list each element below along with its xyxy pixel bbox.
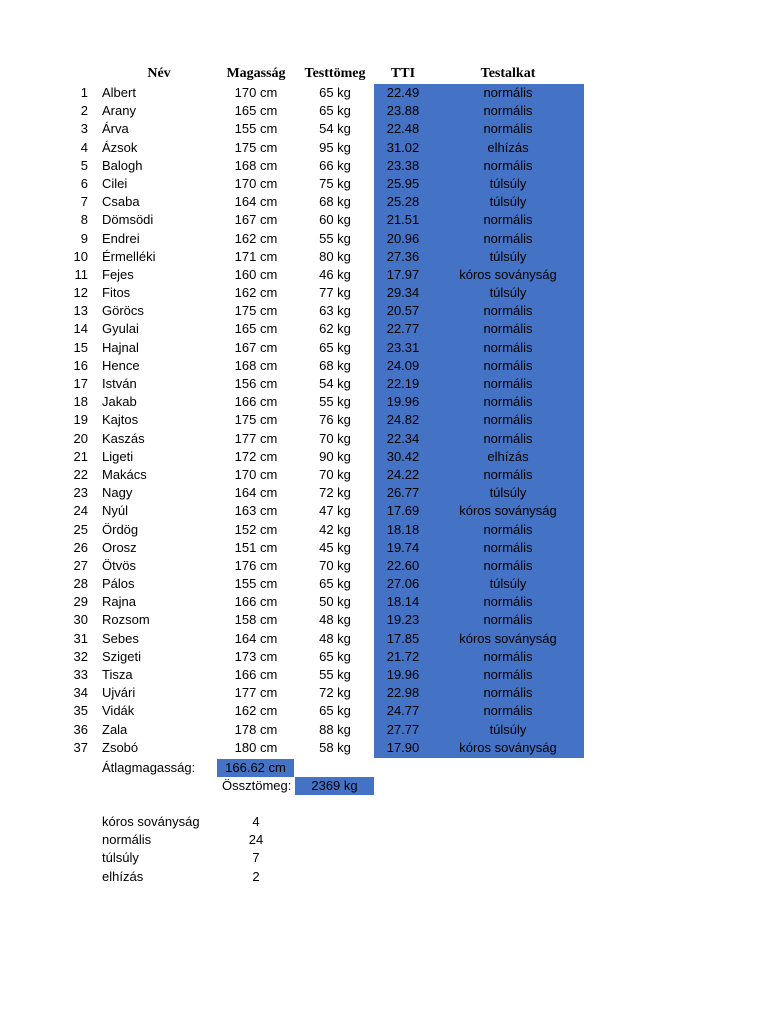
- row-index[interactable]: 1: [80, 85, 88, 100]
- row-bmi[interactable]: 19.96: [386, 667, 420, 682]
- row-height[interactable]: 175 cm: [234, 139, 278, 155]
- row-height[interactable]: 176 cm: [234, 557, 278, 573]
- row-weight[interactable]: 63 kg: [319, 303, 351, 319]
- row-index[interactable]: 33: [73, 667, 88, 682]
- row-body-type[interactable]: normális: [483, 103, 533, 119]
- row-name[interactable]: Fitos: [102, 285, 131, 301]
- row-index[interactable]: 25: [73, 521, 88, 537]
- row-index[interactable]: 11: [74, 266, 88, 282]
- table-row: [0, 484, 768, 502]
- row-body-type[interactable]: normális: [483, 612, 533, 628]
- row-name[interactable]: István: [102, 376, 137, 391]
- row-bmi[interactable]: 19.74: [386, 539, 420, 555]
- row-bmi[interactable]: 19.23: [386, 612, 420, 628]
- row-height[interactable]: 168 cm: [234, 157, 278, 173]
- row-body-type[interactable]: normális: [483, 648, 533, 664]
- row-body-type[interactable]: túlsúly: [489, 248, 527, 264]
- row-name[interactable]: Ázsok: [102, 139, 138, 155]
- row-index[interactable]: 4: [80, 139, 88, 155]
- row-name[interactable]: Ujvári: [102, 685, 136, 701]
- row-bmi[interactable]: 25.95: [386, 175, 420, 191]
- count-label[interactable]: normális: [102, 832, 152, 848]
- row-bmi[interactable]: 20.57: [386, 303, 420, 319]
- table-row: [0, 630, 768, 648]
- row-weight[interactable]: 48 kg: [319, 630, 351, 646]
- row-weight[interactable]: 70 kg: [319, 466, 351, 482]
- data-rows: [0, 84, 768, 757]
- row-body-type[interactable]: kóros soványság: [459, 630, 557, 646]
- row-height[interactable]: 164 cm: [234, 194, 278, 210]
- row-name[interactable]: Albert: [102, 85, 136, 100]
- row-body-type[interactable]: normális: [483, 230, 533, 246]
- table-row: [0, 648, 768, 666]
- header-bmi: TTI: [390, 66, 416, 81]
- row-bmi[interactable]: 27.06: [386, 576, 420, 592]
- count-label[interactable]: kóros soványság: [102, 814, 200, 829]
- row-bmi[interactable]: 19.96: [386, 394, 420, 410]
- row-height[interactable]: 163 cm: [234, 503, 278, 519]
- row-height[interactable]: 175 cm: [234, 412, 278, 428]
- row-index[interactable]: 27: [73, 557, 88, 573]
- table-row: [0, 302, 768, 320]
- row-bmi[interactable]: 23.38: [386, 157, 420, 173]
- row-height[interactable]: 162 cm: [234, 285, 278, 301]
- row-weight[interactable]: 68 kg: [319, 194, 351, 210]
- row-weight[interactable]: 55 kg: [319, 230, 351, 246]
- row-body-type[interactable]: túlsúly: [489, 285, 527, 301]
- row-body-type[interactable]: normális: [483, 357, 533, 373]
- row-bmi[interactable]: 18.18: [386, 521, 420, 537]
- row-height[interactable]: 171 cm: [234, 248, 278, 264]
- row-weight[interactable]: 47 kg: [319, 503, 351, 519]
- row-bmi[interactable]: 30.42: [386, 448, 420, 464]
- row-index[interactable]: 24: [73, 503, 88, 519]
- row-height[interactable]: 152 cm: [234, 521, 278, 537]
- row-weight[interactable]: 54 kg: [319, 121, 351, 137]
- row-name[interactable]: Balogh: [102, 157, 143, 173]
- row-weight[interactable]: 95 kg: [319, 139, 351, 155]
- row-weight[interactable]: 65 kg: [319, 103, 351, 119]
- row-body-type[interactable]: normális: [483, 594, 533, 610]
- row-name[interactable]: Ligeti: [102, 448, 134, 464]
- row-body-type[interactable]: normális: [483, 85, 533, 100]
- row-body-type[interactable]: normális: [483, 557, 533, 573]
- row-name[interactable]: Pálos: [102, 576, 135, 592]
- row-height[interactable]: 180 cm: [234, 739, 278, 755]
- row-index[interactable]: 5: [80, 157, 88, 173]
- row-weight[interactable]: 65 kg: [319, 648, 351, 664]
- row-body-type[interactable]: túlsúly: [489, 485, 527, 501]
- row-body-type[interactable]: túlsúly: [489, 175, 527, 191]
- row-name[interactable]: Zsobó: [102, 739, 139, 755]
- row-weight[interactable]: 68 kg: [319, 357, 351, 373]
- row-bmi[interactable]: 31.02: [386, 139, 420, 155]
- row-name[interactable]: Zala: [102, 721, 128, 737]
- row-index[interactable]: 29: [73, 594, 88, 610]
- row-index[interactable]: 23: [73, 485, 88, 501]
- row-bmi[interactable]: 26.77: [386, 485, 420, 501]
- row-name[interactable]: Tisza: [102, 667, 133, 682]
- row-weight[interactable]: 55 kg: [319, 667, 351, 682]
- row-name[interactable]: Hajnal: [102, 339, 139, 355]
- row-bmi[interactable]: 21.72: [386, 648, 420, 664]
- table-row: [0, 357, 768, 375]
- row-index[interactable]: 16: [73, 357, 88, 373]
- header-height: Magasság: [226, 66, 286, 81]
- row-bmi[interactable]: 23.88: [386, 103, 420, 119]
- total-weight-value[interactable]: 2369 kg: [295, 777, 374, 795]
- row-height[interactable]: 165 cm: [234, 103, 278, 119]
- row-body-type[interactable]: normális: [483, 212, 533, 228]
- row-index[interactable]: 6: [80, 175, 88, 191]
- row-bmi[interactable]: 22.49: [386, 85, 420, 100]
- row-bmi[interactable]: 18.14: [386, 594, 420, 610]
- row-body-type[interactable]: normális: [483, 157, 533, 173]
- row-weight[interactable]: 65 kg: [319, 703, 351, 719]
- average-height-value[interactable]: 166.62 cm: [217, 759, 294, 777]
- row-index[interactable]: 34: [73, 685, 88, 701]
- row-name[interactable]: Kaszás: [102, 430, 145, 446]
- row-index[interactable]: 32: [73, 648, 88, 664]
- row-index[interactable]: 28: [73, 576, 88, 592]
- row-weight[interactable]: 42 kg: [319, 521, 351, 537]
- table-row: [0, 448, 768, 466]
- table-row: [0, 193, 768, 211]
- row-height[interactable]: 166 cm: [234, 594, 278, 610]
- count-label[interactable]: elhízás: [102, 868, 144, 884]
- row-body-type[interactable]: kóros soványság: [459, 266, 557, 282]
- count-row: [0, 868, 768, 886]
- table-row: [0, 120, 768, 138]
- count-label[interactable]: túlsúly: [102, 850, 139, 866]
- row-height[interactable]: 155 cm: [234, 576, 278, 592]
- row-name[interactable]: Dömsödi: [102, 212, 154, 228]
- table-row: [0, 320, 768, 338]
- row-weight[interactable]: 72 kg: [319, 485, 351, 501]
- row-weight[interactable]: 70 kg: [319, 557, 351, 573]
- row-name[interactable]: Göröcs: [102, 303, 144, 319]
- row-index[interactable]: 37: [73, 739, 88, 755]
- header-name: Név: [147, 66, 171, 81]
- count-row: [0, 849, 768, 867]
- row-bmi[interactable]: 24.82: [386, 412, 420, 428]
- row-bmi[interactable]: 29.34: [386, 285, 420, 301]
- row-index[interactable]: 19: [73, 412, 88, 428]
- row-name[interactable]: Arany: [102, 103, 136, 119]
- row-name[interactable]: Ördög: [102, 521, 139, 537]
- table-row: [0, 248, 768, 266]
- row-body-type[interactable]: normális: [483, 412, 533, 428]
- row-index[interactable]: 36: [73, 721, 88, 737]
- table-row: [0, 230, 768, 248]
- row-height[interactable]: 173 cm: [234, 648, 278, 664]
- row-weight[interactable]: 62 kg: [319, 321, 351, 337]
- table-row: [0, 284, 768, 302]
- row-weight[interactable]: 72 kg: [319, 685, 351, 701]
- row-height[interactable]: 162 cm: [234, 703, 278, 719]
- row-body-type[interactable]: normális: [483, 466, 533, 482]
- row-weight[interactable]: 66 kg: [319, 157, 351, 173]
- row-height[interactable]: 170 cm: [234, 175, 278, 191]
- row-weight[interactable]: 77 kg: [319, 285, 351, 301]
- row-index[interactable]: 20: [73, 430, 88, 446]
- row-body-type[interactable]: normális: [483, 521, 533, 537]
- row-name[interactable]: Szigeti: [102, 648, 142, 664]
- row-height[interactable]: 165 cm: [234, 321, 278, 337]
- row-bmi[interactable]: 27.36: [386, 248, 420, 264]
- row-index[interactable]: 35: [73, 703, 88, 719]
- row-height[interactable]: 172 cm: [234, 448, 278, 464]
- row-name[interactable]: Gyulai: [102, 321, 139, 337]
- row-bmi[interactable]: 22.98: [386, 685, 420, 701]
- row-body-type[interactable]: normális: [483, 685, 533, 701]
- table-row: [0, 466, 768, 484]
- row-bmi[interactable]: 22.60: [386, 557, 420, 573]
- row-name[interactable]: Sebes: [102, 630, 139, 646]
- row-body-type[interactable]: elhízás: [487, 448, 529, 464]
- row-height[interactable]: 166 cm: [234, 394, 278, 410]
- table-row: [0, 430, 768, 448]
- row-bmi[interactable]: 21.51: [386, 212, 420, 228]
- row-index[interactable]: 30: [73, 612, 88, 628]
- row-body-type[interactable]: normális: [483, 430, 533, 446]
- row-weight[interactable]: 70 kg: [319, 430, 351, 446]
- row-bmi[interactable]: 24.77: [386, 703, 420, 719]
- row-bmi[interactable]: 27.77: [386, 721, 420, 737]
- row-name[interactable]: Csaba: [102, 194, 140, 210]
- row-index[interactable]: 31: [73, 630, 88, 646]
- row-index[interactable]: 12: [73, 285, 88, 301]
- row-weight[interactable]: 76 kg: [319, 412, 351, 428]
- table-row: [0, 702, 768, 720]
- total-weight-label: Össztömeg:: [222, 778, 292, 793]
- table-row: [0, 393, 768, 411]
- row-name[interactable]: Nyúl: [102, 503, 129, 519]
- row-bmi[interactable]: 22.34: [386, 430, 420, 446]
- row-body-type[interactable]: normális: [483, 303, 533, 319]
- row-bmi[interactable]: 22.48: [386, 121, 420, 137]
- row-index[interactable]: 7: [80, 194, 88, 210]
- row-height[interactable]: 158 cm: [234, 612, 278, 628]
- row-height[interactable]: 170 cm: [234, 466, 278, 482]
- row-height[interactable]: 164 cm: [234, 630, 278, 646]
- row-bmi[interactable]: 20.96: [386, 230, 420, 246]
- row-body-type[interactable]: normális: [483, 667, 533, 682]
- row-weight[interactable]: 50 kg: [319, 594, 351, 610]
- table-row: [0, 666, 768, 684]
- row-weight[interactable]: 48 kg: [319, 612, 351, 628]
- header-weight: Testtömeg: [304, 66, 366, 81]
- row-name[interactable]: Hence: [102, 357, 140, 373]
- table-row: [0, 575, 768, 593]
- table-row: [0, 593, 768, 611]
- table-row: [0, 175, 768, 193]
- row-height[interactable]: 168 cm: [234, 357, 278, 373]
- row-index[interactable]: 14: [73, 321, 88, 337]
- row-index[interactable]: 22: [73, 466, 88, 482]
- row-weight[interactable]: 90 kg: [319, 448, 351, 464]
- body-type-counts: [0, 813, 768, 886]
- table-row: [0, 739, 768, 757]
- row-name[interactable]: Ötvös: [102, 557, 136, 573]
- count-value[interactable]: 24: [248, 832, 264, 848]
- header-body-type: Testalkat: [480, 66, 536, 81]
- row-body-type[interactable]: normális: [483, 703, 533, 719]
- count-value[interactable]: 4: [252, 814, 260, 829]
- row-weight[interactable]: 58 kg: [319, 739, 351, 755]
- table-row: [0, 684, 768, 702]
- row-weight[interactable]: 88 kg: [319, 721, 351, 737]
- row-body-type[interactable]: normális: [483, 376, 533, 391]
- count-value[interactable]: 7: [252, 850, 260, 866]
- table-row: [0, 539, 768, 557]
- row-body-type[interactable]: kóros soványság: [459, 503, 557, 519]
- row-height[interactable]: 156 cm: [234, 376, 278, 391]
- row-weight[interactable]: 46 kg: [319, 266, 351, 282]
- row-height[interactable]: 178 cm: [234, 721, 278, 737]
- count-row: [0, 813, 768, 831]
- row-index[interactable]: 15: [73, 339, 88, 355]
- row-body-type[interactable]: normális: [483, 121, 533, 137]
- table-row: [0, 211, 768, 229]
- row-bmi[interactable]: 24.22: [386, 466, 420, 482]
- table-row: [0, 721, 768, 739]
- row-height[interactable]: 167 cm: [234, 212, 278, 228]
- row-body-type[interactable]: normális: [483, 394, 533, 410]
- row-index[interactable]: 9: [80, 230, 88, 246]
- row-height[interactable]: 167 cm: [234, 339, 278, 355]
- row-weight[interactable]: 60 kg: [319, 212, 351, 228]
- row-body-type[interactable]: túlsúly: [489, 576, 527, 592]
- table-row: [0, 84, 768, 102]
- table-row: [0, 102, 768, 120]
- row-bmi[interactable]: 22.19: [386, 376, 420, 391]
- table-row: [0, 521, 768, 539]
- row-body-type[interactable]: túlsúly: [489, 721, 527, 737]
- row-index[interactable]: 26: [73, 539, 88, 555]
- row-index[interactable]: 21: [73, 448, 88, 464]
- row-weight[interactable]: 55 kg: [319, 394, 351, 410]
- row-index[interactable]: 8: [80, 212, 88, 228]
- row-index[interactable]: 13: [73, 303, 88, 319]
- row-body-type[interactable]: normális: [483, 339, 533, 355]
- row-body-type[interactable]: normális: [483, 539, 533, 555]
- row-body-type[interactable]: kóros soványság: [459, 739, 557, 755]
- row-height[interactable]: 164 cm: [234, 485, 278, 501]
- row-bmi[interactable]: 22.77: [386, 321, 420, 337]
- row-body-type[interactable]: túlsúly: [489, 194, 527, 210]
- count-value[interactable]: 2: [252, 868, 260, 884]
- row-weight[interactable]: 75 kg: [319, 175, 351, 191]
- row-height[interactable]: 175 cm: [234, 303, 278, 319]
- row-bmi[interactable]: 17.90: [386, 739, 420, 755]
- row-name[interactable]: Rozsom: [102, 612, 150, 628]
- row-name[interactable]: Jakab: [102, 394, 137, 410]
- row-weight[interactable]: 45 kg: [319, 539, 351, 555]
- row-name[interactable]: Árva: [102, 121, 129, 137]
- row-bmi[interactable]: 17.97: [386, 266, 420, 282]
- table-row: [0, 266, 768, 284]
- row-weight[interactable]: 65 kg: [319, 85, 351, 100]
- row-index[interactable]: 2: [80, 103, 88, 119]
- count-row: [0, 831, 768, 849]
- row-bmi[interactable]: 17.69: [386, 503, 420, 519]
- row-name[interactable]: Nagy: [102, 485, 133, 501]
- table-row: [0, 339, 768, 357]
- average-height-label: Átlagmagasság:: [102, 760, 196, 775]
- row-height[interactable]: 151 cm: [234, 539, 278, 555]
- row-name[interactable]: Endrei: [102, 230, 140, 246]
- table-row: [0, 557, 768, 575]
- table-row: [0, 157, 768, 175]
- row-body-type[interactable]: normális: [483, 321, 533, 337]
- table-row: [0, 375, 768, 393]
- row-height[interactable]: 162 cm: [234, 230, 278, 246]
- table-row: [0, 139, 768, 157]
- row-name[interactable]: Érmelléki: [102, 248, 156, 264]
- row-bmi[interactable]: 25.28: [386, 194, 420, 210]
- row-index[interactable]: 10: [73, 248, 88, 264]
- row-name[interactable]: Kajtos: [102, 412, 139, 428]
- row-name[interactable]: Rajna: [102, 594, 136, 610]
- row-height[interactable]: 155 cm: [234, 121, 278, 137]
- table-row: [0, 411, 768, 429]
- table-row: [0, 611, 768, 629]
- row-height[interactable]: 160 cm: [234, 266, 278, 282]
- row-height[interactable]: 177 cm: [234, 430, 278, 446]
- row-name[interactable]: Orosz: [102, 539, 137, 555]
- row-weight[interactable]: 54 kg: [319, 376, 351, 391]
- row-height[interactable]: 177 cm: [234, 685, 278, 701]
- row-bmi[interactable]: 24.09: [386, 357, 420, 373]
- row-weight[interactable]: 80 kg: [319, 248, 351, 264]
- row-bmi[interactable]: 23.31: [386, 339, 420, 355]
- row-height[interactable]: 166 cm: [234, 667, 278, 682]
- row-bmi[interactable]: 17.85: [386, 630, 420, 646]
- row-body-type[interactable]: elhízás: [487, 139, 529, 155]
- row-weight[interactable]: 65 kg: [319, 576, 351, 592]
- row-index[interactable]: 3: [80, 121, 88, 137]
- row-name[interactable]: Makács: [102, 466, 147, 482]
- row-index[interactable]: 18: [73, 394, 88, 410]
- row-weight[interactable]: 65 kg: [319, 339, 351, 355]
- row-name[interactable]: Fejes: [102, 266, 134, 282]
- row-name[interactable]: Cilei: [102, 175, 128, 191]
- row-name[interactable]: Vidák: [102, 703, 135, 719]
- row-height[interactable]: 170 cm: [234, 85, 278, 100]
- row-index[interactable]: 17: [73, 376, 88, 391]
- table-row: [0, 502, 768, 520]
